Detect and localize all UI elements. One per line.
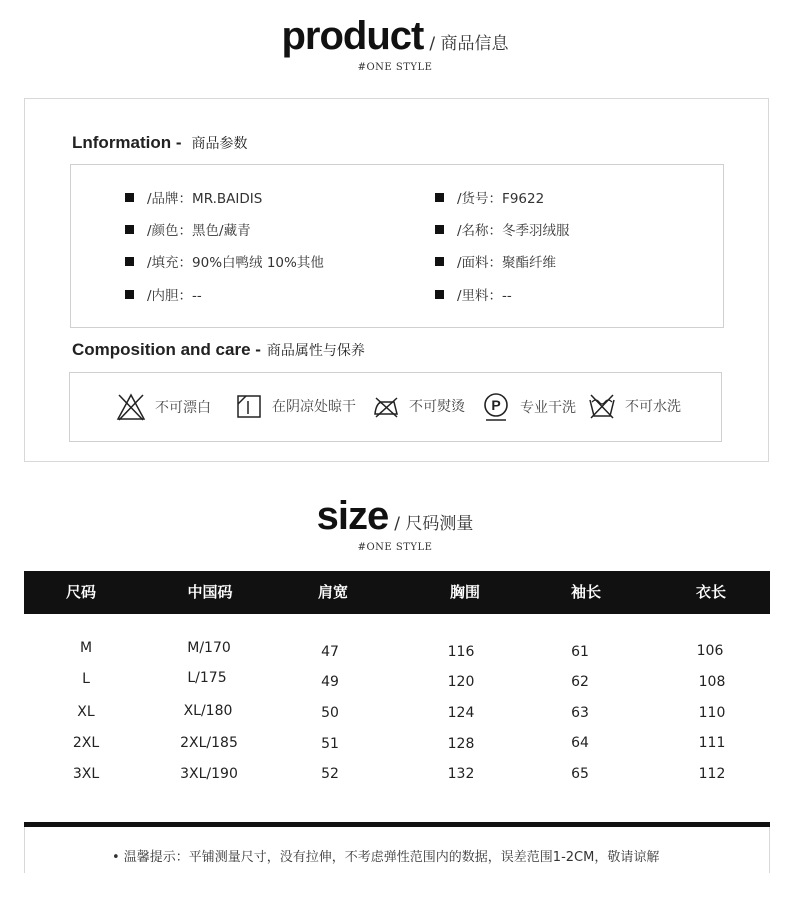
table-cell: 128 bbox=[447, 736, 475, 752]
column-header: 肩宽 bbox=[317, 583, 348, 601]
column-header: 尺码 bbox=[65, 583, 96, 601]
no-iron-icon bbox=[372, 392, 400, 420]
bullet-square-icon bbox=[435, 225, 444, 234]
product-section-title bbox=[0, 14, 790, 59]
table-cell: 110 bbox=[698, 705, 726, 721]
table-cell: 132 bbox=[447, 766, 475, 782]
info-item-label: /内胆：-- bbox=[147, 288, 202, 304]
care-item-label: 不可熨烫 bbox=[409, 399, 465, 415]
info-item-label: /面料：聚酯纤维 bbox=[457, 255, 557, 271]
table-cell: 50 bbox=[321, 705, 339, 721]
care-item-dry-in-shade bbox=[235, 392, 356, 420]
bullet-square-icon bbox=[125, 225, 134, 234]
bullet-square-icon bbox=[125, 290, 134, 299]
table-cell: 63 bbox=[571, 705, 589, 721]
size-subtitle: / 尺码测量 bbox=[394, 514, 474, 534]
info-item-lining bbox=[435, 284, 512, 304]
care-item-label: 不可漂白 bbox=[155, 400, 211, 416]
size-title: size bbox=[316, 494, 389, 538]
table-cell: 124 bbox=[447, 705, 475, 721]
info-item-label: /颜色：黑色/藏青 bbox=[147, 223, 251, 239]
table-cell: M bbox=[79, 640, 93, 656]
care-item-label: 在阴凉处晾干 bbox=[272, 399, 356, 415]
info-item-label: /名称：冬季羽绒服 bbox=[457, 223, 570, 239]
table-cell: L/175 bbox=[187, 670, 227, 686]
table-cell: L bbox=[82, 671, 90, 687]
info-item-fabric bbox=[435, 251, 556, 271]
care-item-no-wash bbox=[588, 392, 681, 420]
info-heading bbox=[72, 133, 248, 153]
care-item-no-bleach bbox=[116, 392, 211, 422]
bullet-square-icon bbox=[435, 257, 444, 266]
care-heading-cn: 商品属性与保养 bbox=[266, 343, 365, 359]
care-heading bbox=[72, 340, 365, 360]
table-cell: 3XL/190 bbox=[180, 766, 238, 782]
info-item-color bbox=[125, 219, 251, 239]
care-item-no-iron bbox=[372, 392, 465, 420]
size-tag: #ONE STYLE bbox=[357, 542, 433, 553]
table-cell: 49 bbox=[321, 674, 339, 690]
table-cell: 47 bbox=[321, 644, 339, 660]
table-cell: 65 bbox=[571, 766, 589, 782]
info-item-filling bbox=[125, 251, 324, 271]
table-cell: XL bbox=[77, 704, 95, 720]
dry-clean-icon bbox=[481, 392, 511, 422]
column-header: 胸围 bbox=[449, 583, 480, 601]
info-heading-cn: 商品参数 bbox=[191, 136, 248, 152]
table-cell: 111 bbox=[698, 735, 726, 751]
no-wash-icon bbox=[588, 392, 616, 420]
table-cell: 116 bbox=[447, 644, 475, 660]
table-cell: 64 bbox=[571, 735, 589, 751]
no-bleach-icon bbox=[116, 392, 146, 422]
care-item-label: 不可水洗 bbox=[625, 399, 681, 415]
bullet-square-icon bbox=[435, 193, 444, 202]
info-item-label: /填充：90%白鸭绒 10%其他 bbox=[147, 255, 324, 271]
measurement-note: • 温馨提示：平铺测量尺寸，没有拉伸，不考虑弹性范围内的数据，误差范围1-2CM，敬请谅解 bbox=[112, 850, 660, 865]
table-bottom-bar bbox=[24, 822, 770, 827]
care-item-label: 专业干洗 bbox=[520, 400, 576, 416]
info-item-name bbox=[435, 219, 570, 239]
table-cell: 51 bbox=[321, 736, 339, 752]
product-tag: #ONE STYLE bbox=[357, 62, 433, 73]
table-cell: 112 bbox=[698, 766, 726, 782]
table-cell: 2XL bbox=[72, 735, 100, 751]
table-cell: 62 bbox=[571, 674, 589, 690]
bullet-square-icon bbox=[125, 193, 134, 202]
table-cell: 52 bbox=[321, 766, 339, 782]
size-table-header bbox=[24, 571, 770, 614]
column-header: 衣长 bbox=[695, 583, 726, 601]
divider bbox=[24, 827, 25, 873]
info-item-inner bbox=[125, 284, 202, 304]
table-cell: 61 bbox=[571, 644, 589, 660]
table-cell: XL/180 bbox=[183, 703, 233, 719]
table-cell: 3XL bbox=[72, 766, 100, 782]
table-cell: 106 bbox=[696, 643, 724, 659]
column-header: 袖长 bbox=[570, 583, 601, 601]
column-header: 中国码 bbox=[187, 583, 233, 601]
bullet-square-icon bbox=[435, 290, 444, 299]
svg-text:P: P bbox=[491, 397, 501, 413]
info-item-label: /品牌：MR.BAIDIS bbox=[147, 191, 263, 207]
divider bbox=[769, 827, 770, 873]
info-item-label: /里料：-- bbox=[457, 288, 512, 304]
product-subtitle: / 商品信息 bbox=[429, 34, 509, 54]
size-section-title bbox=[0, 494, 790, 539]
dry-in-shade-icon bbox=[235, 392, 263, 420]
table-cell: M/170 bbox=[187, 640, 231, 656]
info-item-sku bbox=[435, 187, 544, 207]
info-heading-en: Lnformation - bbox=[72, 133, 182, 152]
table-cell: 120 bbox=[447, 674, 475, 690]
info-item-brand bbox=[125, 187, 262, 207]
care-item-dry-clean bbox=[481, 392, 576, 422]
product-title: product bbox=[281, 14, 424, 58]
care-heading-en: Composition and care - bbox=[72, 340, 261, 359]
table-cell: 108 bbox=[698, 674, 726, 690]
bullet-square-icon bbox=[125, 257, 134, 266]
info-item-label: /货号：F9622 bbox=[457, 191, 545, 207]
table-cell: 2XL/185 bbox=[180, 735, 238, 751]
